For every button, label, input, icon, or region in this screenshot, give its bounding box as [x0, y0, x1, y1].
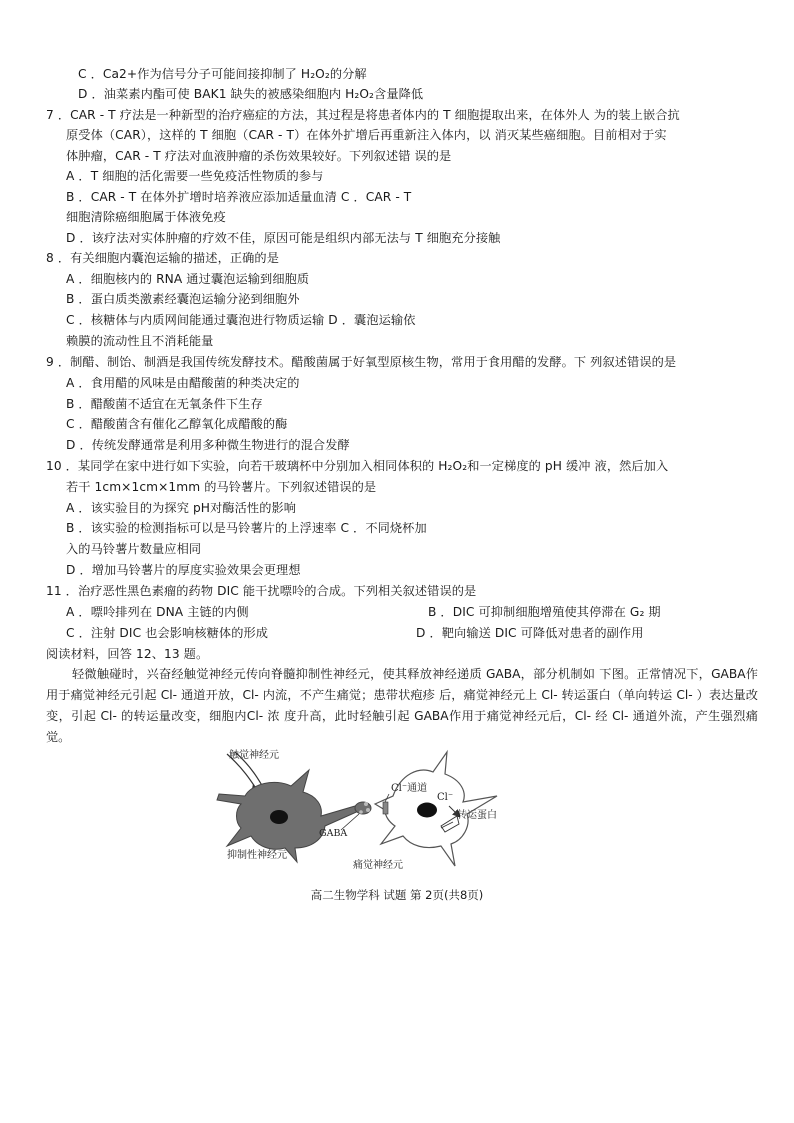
option-10d: D ．增加马铃薯片的厚度实验效果会更理想 [66, 563, 301, 577]
question-7-stem-line1: 7 ．CAR - T 疗法是一种新型的治疗癌症的方法，其过程是将患者体内的 T 细胞提取出来，在体外人 为的装上嵌合抗 [46, 108, 680, 122]
option-10c-cont: 入的马铃薯片数量应相同 [66, 542, 202, 556]
cl-channel-label: Cl⁻通道 [391, 783, 428, 794]
question-7-stem-line3: 体肿瘤，CAR - T 疗法对血液肿瘤的杀伤效果较好。下列叙述错 误的是 [66, 149, 452, 163]
gaba-label: GABA [319, 828, 348, 839]
option-9a: A ．食用醋的风味是由醋酸菌的种类决定的 [66, 376, 300, 390]
pain-neuron [375, 752, 497, 866]
option-10a: A ．该实验目的为探究 pH对酶活性的影响 [66, 501, 297, 515]
reading-instruction: 阅读材料，回答 12、13 题。 [46, 647, 209, 661]
option-7b-7c: B ．CAR - T 在体外扩增时培养液应添加适量血清 C ．CAR - T [66, 190, 412, 204]
reading-passage: 轻微触碰时，兴奋经触觉神经元传向脊髓抑制性神经元，使其释放神经递质 GABA，部分机制如 下图。正常情况下，GABA作用于痛觉神经元引起 Cl- 通道开放，Cl- 内流，不产生痛觉；患带状疱疹 后，痛觉神经元上 Cl- 转运蛋白（单向转运 Cl- ）表达量改变，引起 Cl- 的转运量改变，细胞内Cl- 浓 度升高，此时轻触引起 GABA作用于痛觉神经元后，Cl- 经 Cl- 通道外流，产生强烈痛觉。 [46, 667, 758, 744]
option-7a: A ．T 细胞的活化需要一些免疫活性物质的参与 [66, 169, 324, 183]
cl-channel-shape [383, 802, 388, 814]
option-9d: D ．传统发酵通常是利用多种微生物进行的混合发酵 [66, 438, 350, 452]
inhibitory-neuron-label: 抑制性神经元 [227, 850, 287, 861]
option-11a: A ．嘌呤排列在 DNA 主链的内侧 [66, 605, 249, 619]
transporter-label: 转运蛋白 [457, 810, 497, 821]
option-9b: B ．醋酸菌不适宜在无氧条件下生存 [66, 397, 263, 411]
question-11-stem: 11 ．治疗恶性黑色素瘤的药物 DIC 能干扰嘌呤的合成。下列相关叙述错误的是 [46, 584, 477, 598]
question-10-stem-line1: 10 ．某同学在家中进行如下实验，向若干玻璃杯中分别加入相同体积的 H₂O₂和一定梯度的 pH 缓冲 液，然后加入 [46, 459, 669, 473]
option-8c-8d: C ．核糖体与内质网间能通过囊泡进行物质运输 D ．囊泡运输依 [66, 313, 416, 327]
question-7-stem-line2: 原受体（CAR），这样的 T 细胞（CAR - T）在体外扩增后再重新注入体内，以 消灭某些癌细胞。目前相对于实 [66, 128, 667, 142]
inhibitory-neuron-nucleus [270, 810, 288, 824]
option-6d: D ．油菜素内酯可使 BAK1 缺失的被感染细胞内 H₂O₂含量降低 [78, 87, 424, 101]
pain-neuron-label: 痛觉神经元 [353, 860, 403, 871]
question-8-stem: 8 ．有关细胞内囊泡运输的描述，正确的是 [46, 251, 280, 265]
option-9c: C ．醋酸菌含有催化乙醇氧化成醋酸的酶 [66, 417, 288, 431]
page-footer: 高二生物学科 试题 第 2页(共8页) [310, 888, 484, 902]
option-7d: D ．该疗法对实体肿瘤的疗效不佳，原因可能是组织内部无法与 T 细胞充分接触 [66, 231, 501, 245]
option-11c: C ．注射 DIC 也会影响核糖体的形成 [66, 626, 269, 640]
option-8a: A ．细胞核内的 RNA 通过囊泡运输到细胞质 [66, 272, 310, 286]
cl-ion-label: Cl⁻ [437, 792, 454, 803]
option-10b-10c: B ．该实验的检测指标可以是马铃薯片的上浮速率 C ．不同烧杯加 [66, 521, 427, 535]
touch-neuron-label: 触觉神经元 [229, 750, 279, 761]
inhibitory-neuron [217, 770, 371, 862]
option-7c-cont: 细胞清除癌细胞属于体液免疫 [66, 210, 226, 224]
option-11b: B ．DIC 可抑制细胞增殖使其停滞在 G₂ 期 [428, 605, 661, 619]
question-10-stem-line2: 若干 1cm×1cm×1mm 的马铃薯片。下列叙述错误的是 [66, 480, 377, 494]
option-11d: D ．靶向输送 DIC 可降低对患者的副作用 [416, 626, 644, 640]
option-8d-cont: 赖膜的流动性且不消耗能量 [66, 334, 214, 348]
option-6c: C ．Ca2+作为信号分子可能间接抑制了 H₂O₂的分解 [78, 67, 367, 81]
question-9-stem: 9 ．制醋、制饴、制酒是我国传统发酵技术。醋酸菌属于好氧型原核生物，常用于食用醋的发酵。下 列叙述错误的是 [46, 355, 677, 369]
pain-neuron-nucleus [417, 803, 437, 818]
neuron-diagram [205, 744, 505, 874]
option-8b: B ．蛋白质类激素经囊泡运输分泌到细胞外 [66, 292, 300, 306]
